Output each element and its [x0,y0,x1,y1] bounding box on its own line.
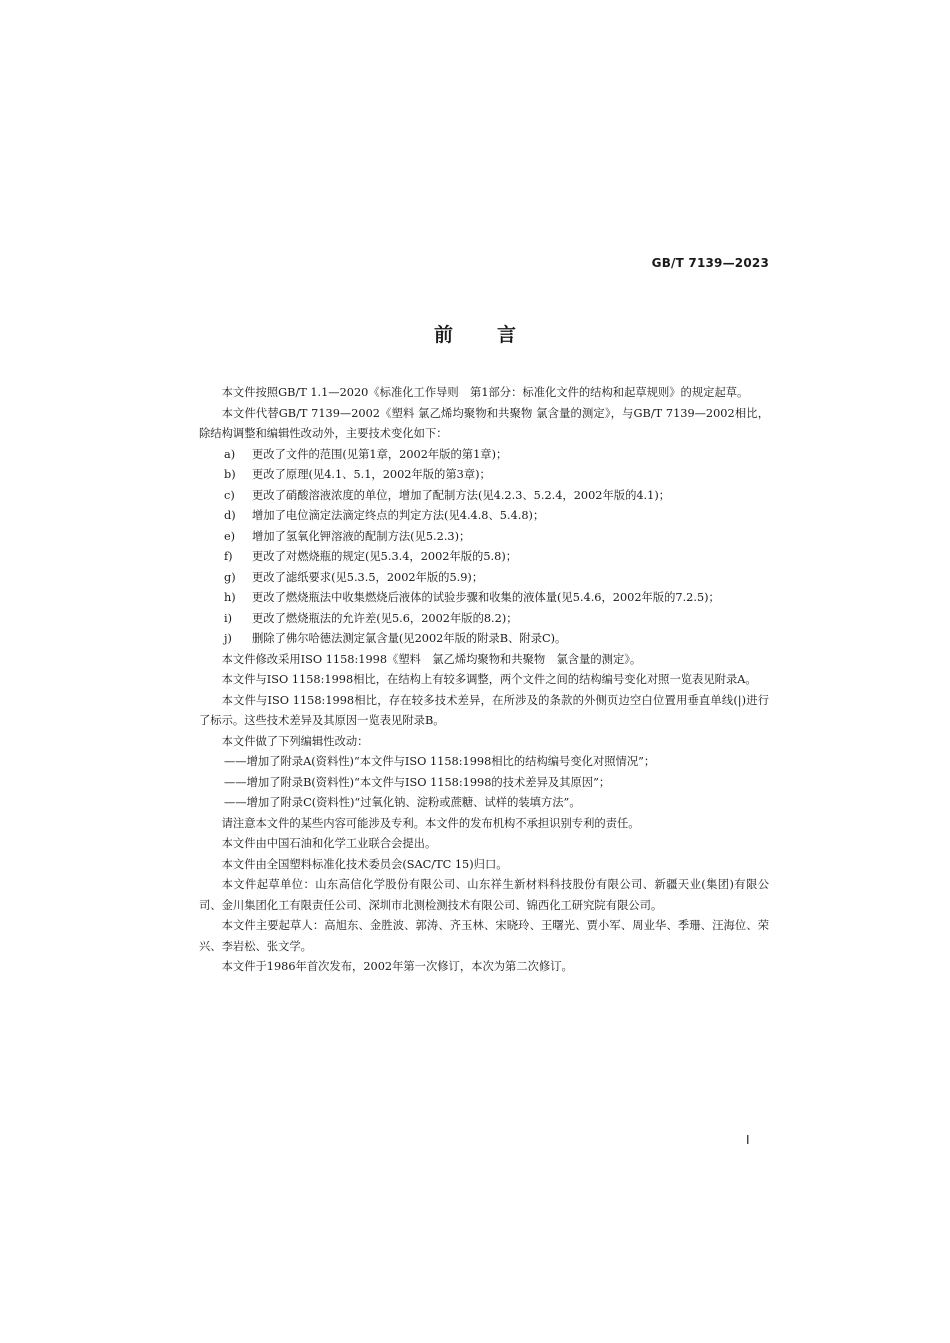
list-item-text: 更改了滤纸要求(见5.3.5，2002年版的5.9)； [252,570,484,584]
page-number: I [746,1133,750,1147]
list-item-label: a) [224,447,236,461]
list-item-text: 更改了硝酸溶液浓度的单位，增加了配制方法(见4.2.3、5.2.4，2002年版的4.1)； [252,488,671,502]
list-item [199,568,769,589]
list-item-label: g) [224,570,236,584]
list-item [199,506,769,527]
list-item-text: 更改了对燃烧瓶的规定(见5.3.4，2002年版的5.8)； [252,550,518,563]
list-item-text: 更改了文件的范围(见第1章，2002年版的第1章)； [252,447,508,461]
list-item-label: d) [224,509,236,522]
list-item: ——增加了附录C(资料性)“过氧化钠、淀粉或蔗糖、试样的装填方法”。 [224,796,581,809]
paragraph-proposed-by: 本文件由中国石油和化学工业联合会提出。 [221,837,437,850]
list-item-text: 删除了佛尔哈德法测定氯含量(见2002年版的附录B、附录C)。 [252,632,567,645]
list-item [199,445,769,466]
list-item [199,609,769,630]
list-item-label: i) [224,611,233,625]
list-item [199,547,769,568]
list-item [199,629,769,650]
list-item: ——增加了附录B(资料性)“本文件与ISO 1158:1998的技术差异及其原因”； [224,775,611,789]
list-item-label: b) [224,468,236,481]
paragraph-history: 本文件于1986年首次发布，2002年第一次修订，本次为第二次修订。 [221,960,573,973]
list-item-label: e) [224,529,236,543]
list-item-label: f) [224,550,233,563]
list-item-text: 更改了原理(见4.1、5.1，2002年版的第3章)； [252,468,491,481]
document-code: GB/T 7139—2023 [651,256,769,270]
list-item-label: j) [224,632,232,645]
page-title: 前言 [433,324,560,346]
list-item: ——增加了附录A(资料性)“本文件与ISO 1158:1998相比的结构编号变化对照情况”； [224,755,656,768]
paragraph-drafting-units: 本文件起草单位：山东高信化学股份有限公司、山东祥生新材料科技股份有限公司、新疆天业(集团)有限公司、金川集团化工有限责任公司、深圳市北测检测技术有限公司、锦西化工研究院有限公司。 [199,878,769,912]
paragraph-patent-notice: 请注意本文件的某些内容可能涉及专利。本文件的发布机构不承担识别专利的责任。 [221,816,640,830]
list-item [199,588,769,609]
list-item-label: h) [224,591,236,604]
paragraph-structure-diff: 本文件与ISO 1158:1998相比，在结构上有较多调整，两个文件之间的结构编号变化对照一览表见附录A。 [221,673,757,686]
list-item [199,465,769,486]
technical-changes-list [199,445,769,650]
paragraph-replaces: 本文件代替GB/T 7139—2002《塑料 氯乙烯均聚物和共聚物 氯含量的测定》，与GB/T 7139—2002相比，除结构调整和编辑性改动外，主要技术变化如下： [199,406,769,440]
paragraph-adoption: 本文件修改采用ISO 1158:1998《塑料 氯乙烯均聚物和共聚物 氯含量的测定》。 [221,652,642,666]
paragraph-drafters: 本文件主要起草人：高旭东、金胜波、郭涛、齐玉林、宋晓玲、王曙光、贾小军、周业华、季珊、汪海位、荣兴、李岩松、张文学。 [199,919,769,953]
list-item [199,486,769,507]
list-item-text: 增加了电位滴定法滴定终点的判定方法(见4.4.8、5.4.8)； [252,509,545,522]
paragraph-technical-diff: 本文件与ISO 1158:1998相比，存在较多技术差异，在所涉及的条款的外侧页边空白位置用垂直单线(|)进行了标示。这些技术差异及其原因一览表见附录B。 [199,693,769,727]
paragraph-administered-by: 本文件由全国塑料标准化技术委员会(SAC/TC 15)归口。 [221,857,508,871]
foreword-body [199,383,769,978]
editorial-changes-list [199,752,769,814]
list-item [199,527,769,548]
list-item-text: 更改了燃烧瓶法中收集燃烧后液体的试验步骤和收集的液体量(见5.4.6，2002年版的7.2.5)； [252,591,720,604]
list-item-text: 更改了燃烧瓶法的允许差(见5.6，2002年版的8.2)； [252,611,518,625]
list-item-text: 增加了氢氧化钾溶液的配制方法(见5.2.3)； [252,529,471,543]
paragraph-editorial-intro: 本文件做了下列编辑性改动： [221,734,369,748]
list-item-label: c) [224,488,235,502]
paragraph-drafting-rules: 本文件按照GB/T 1.1—2020《标准化工作导则 第1部分：标准化文件的结构和起草规则》的规定起草。 [221,386,749,399]
